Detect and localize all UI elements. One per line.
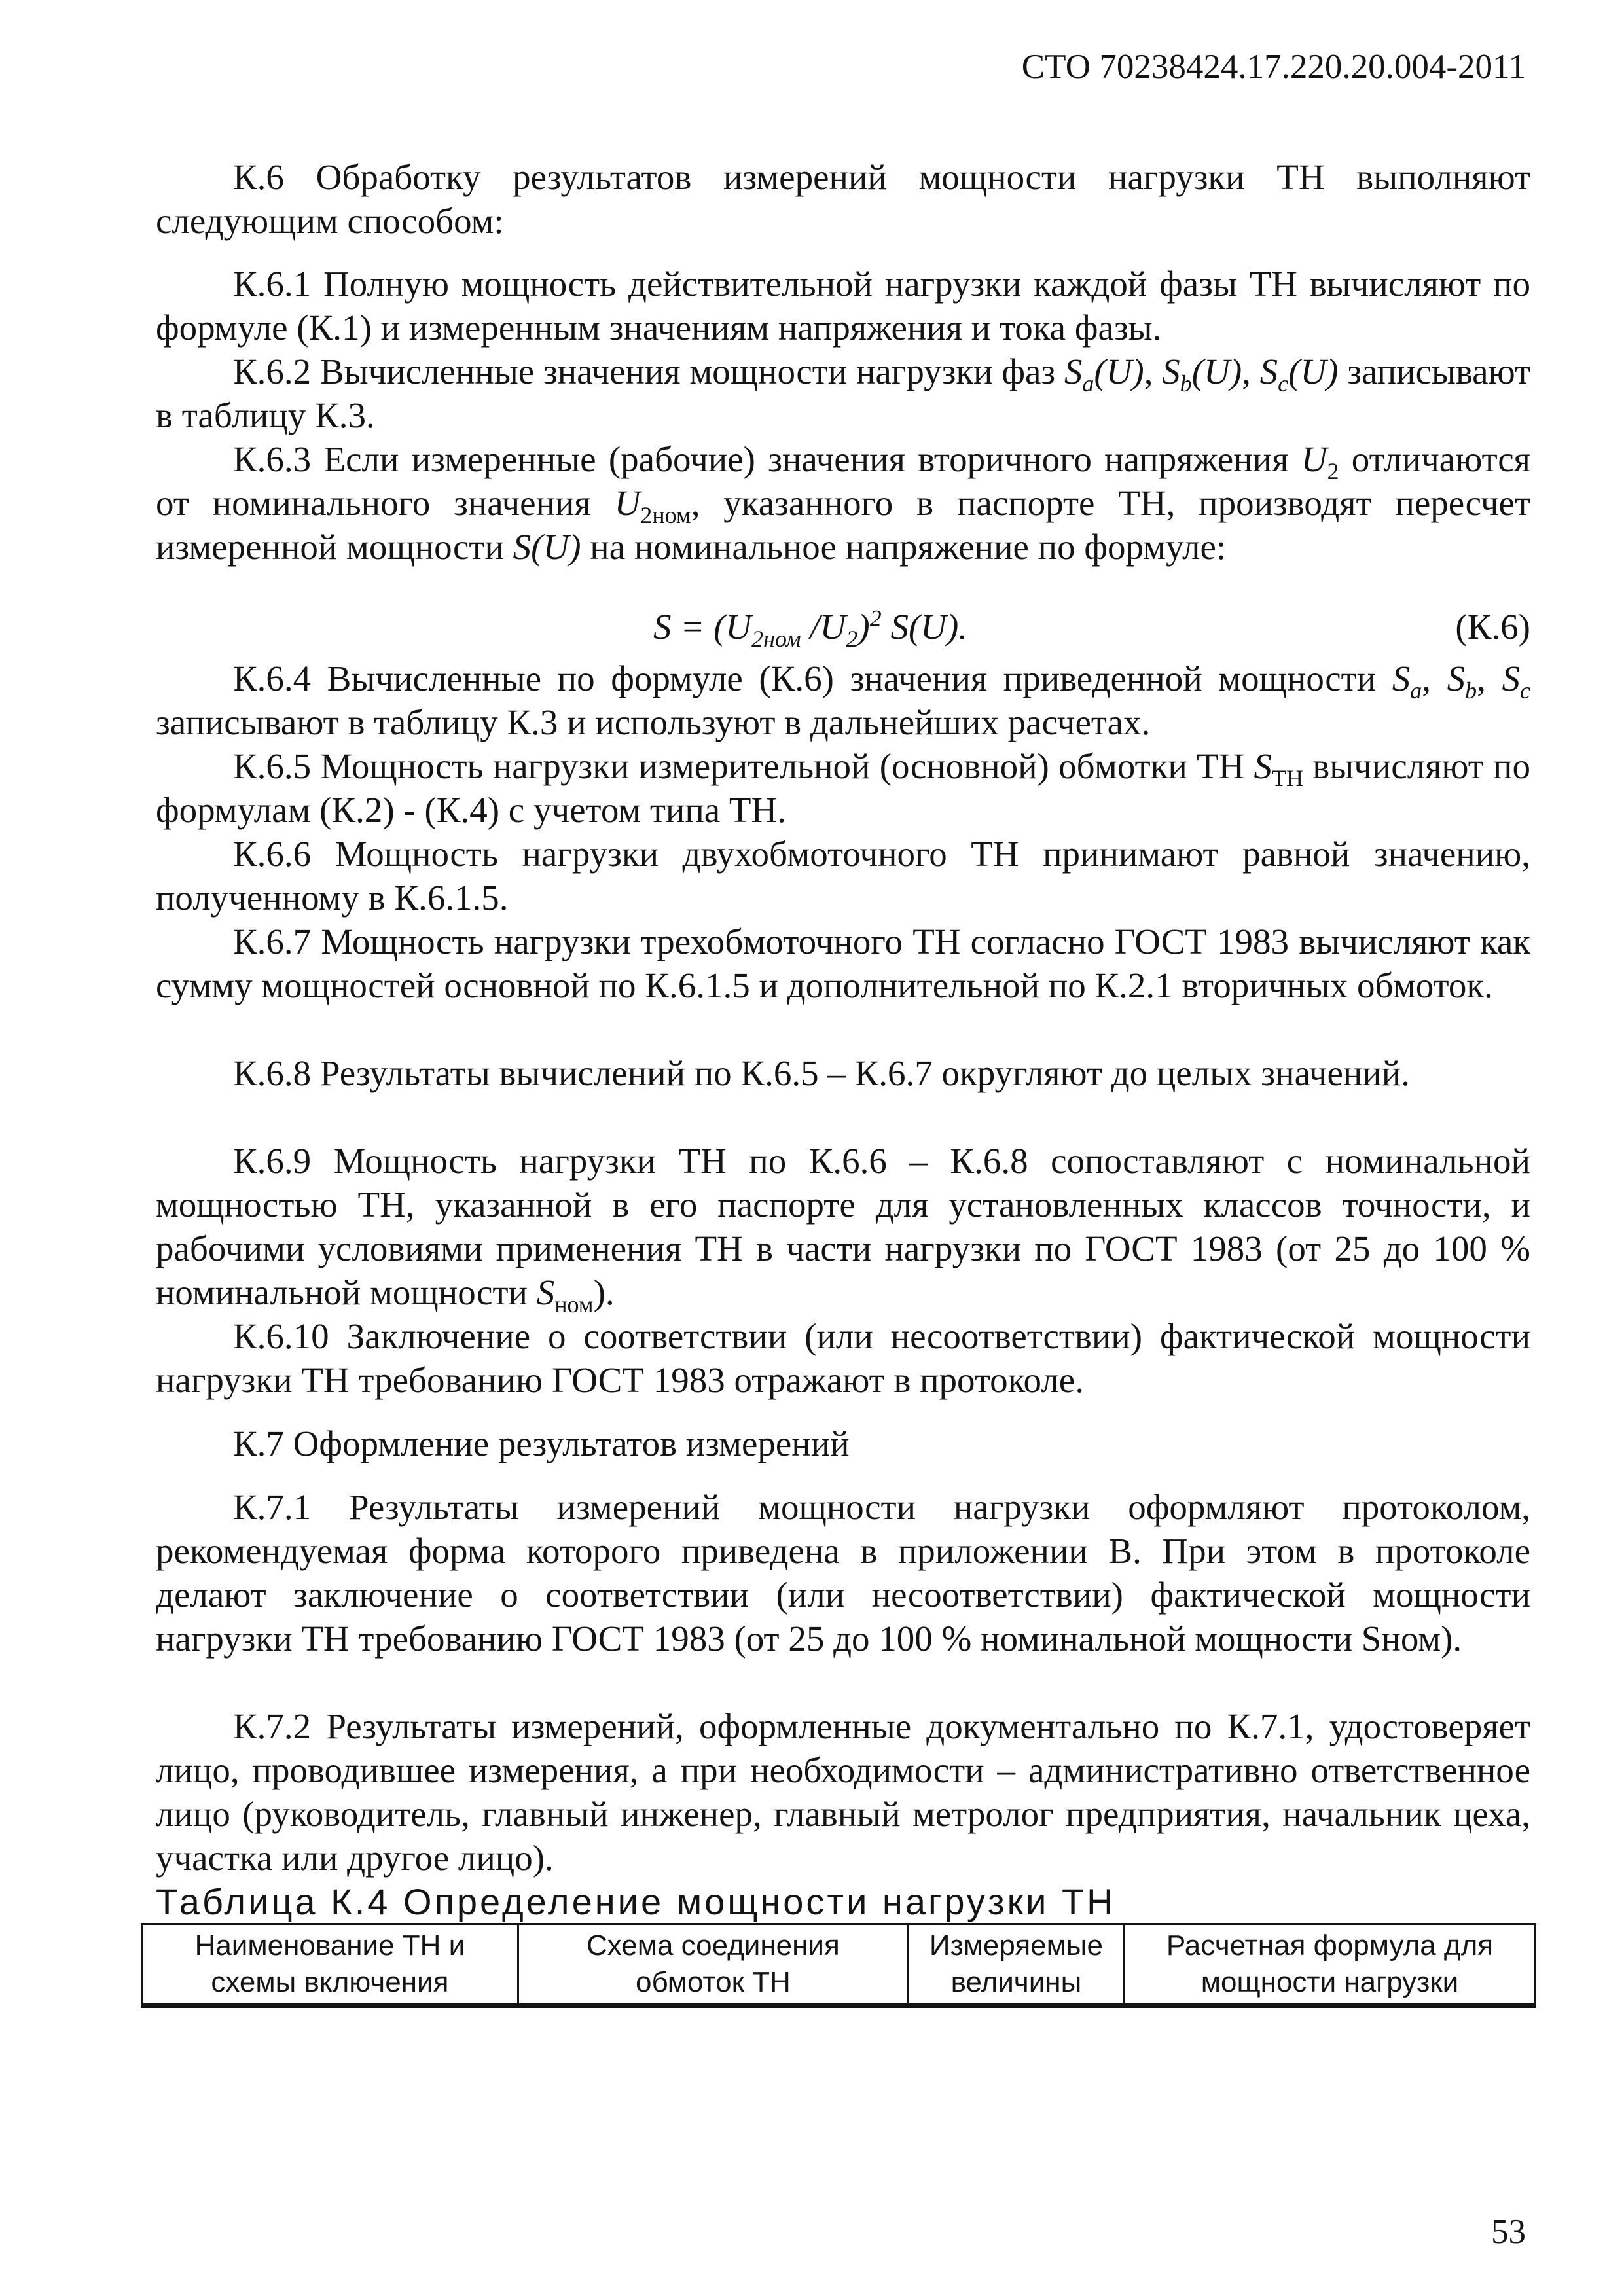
paragraph-k6-1: К.6.1 Полную мощность действительной нагрузки каждой фазы ТН вычисляют по формуле (К.1) и измеренным значениям напряжения и тока фазы. <box>156 264 1530 348</box>
table-header-cell: Схема соединения обмоток ТН <box>518 1924 908 2006</box>
paragraph-k6: К.6 Обработку результатов измерений мощности нагрузки ТН выполняют следующим способом: <box>156 157 1530 241</box>
document-code-header: СТО 70238424.17.220.20.004-2011 <box>1021 48 1526 86</box>
paragraph-k6-9: К.6.9 Мощность нагрузки ТН по К.6.6 – К.6.8 сопоставляют с номинальной мощностью ТН, указанной в его паспорте для установленных классов точности, и рабочими условиями применения ТН в части нагрузки по ГОСТ 1983 (от 25 до 100 % номинальной мощности $S_{ном}$). <box>156 1141 1530 1318</box>
paragraph-k6-3: К.6.3 Если измеренные (рабочие) значения вторичного напряжения $U_2$ отличаются от номинального значения $U_{2ном}$, указанного в паспорте ТН, производят пересчет измеренной мощности S(U) на номинальное напряжение по формуле: <box>156 439 1530 567</box>
paragraph-k6-6: К.6.6 Мощность нагрузки двухобмоточного ТН принимают равной значению, полученному в К.6.1.5. <box>156 834 1530 918</box>
paragraph-k7-2: К.7.2 Результаты измерений, оформленные документально по К.7.1, удостоверяет лицо, проводившее измерения, а при необходимости – административно ответственное лицо (руководитель, главный инженер, главный метролог предприятия, начальник цеха, участка или другое лицо). <box>156 1706 1530 1878</box>
paragraph-k6-5: К.6.5 Мощность нагрузки измерительной (основной) обмотки ТН $S_{ТН}$ вычисляют по формулам (К.2) - (К.4) с учетом типа ТН. <box>156 746 1530 830</box>
table-k4 <box>141 1923 1536 2008</box>
paragraph-k6-4: К.6.4 Вычисленные по формуле (К.6) значения приведенной мощности $S_a$, $S_b$, $S_c$ записывают в таблицу К.3 и используют в дальнейших расчетах. <box>156 658 1531 742</box>
section-heading-k7: К.7 Оформление результатов измерений <box>233 1424 850 1463</box>
page-number: 53 <box>1491 2213 1526 2251</box>
table-header-cell: Расчетная формула для мощности нагрузки <box>1124 1924 1535 2006</box>
table-caption: Таблица К.4 Определение мощности нагрузки ТН <box>156 1881 1116 1922</box>
table-header-row <box>142 1924 1536 2006</box>
formula-k6 <box>156 605 1530 651</box>
table-header-cell: Наименование ТН и схемы включения <box>142 1924 518 2006</box>
formula-expression: $S = (U_{2ном}$ $/U_2)^2$ S(U). <box>653 605 968 652</box>
paragraph-k6-10: К.6.10 Заключение о соответствии (или несоответствии) фактической мощности нагрузки ТН требованию ГОСТ 1983 отражают в протоколе. <box>156 1316 1530 1400</box>
paragraph-k6-2: К.6.2 Вычисленные значения мощности нагрузки фаз $S_a(U)$, $S_b(U)$, $S_c(U)$ записывают в таблицу К.3. <box>156 351 1530 435</box>
paragraph-k7-1: К.7.1 Результаты измерений мощности нагрузки оформляют протоколом, рекомендуемая форма которого приведена в приложении В. При этом в протоколе делают заключение о соответствии (или несоответствии) фактической мощности нагрузки ТН требованию ГОСТ 1983 (от 25 до 100 % номинальной мощности Sном). <box>156 1487 1530 1659</box>
table-header-cell: Измеряемые величины <box>908 1924 1124 2006</box>
paragraph-k6-8: К.6.8 Результаты вычислений по К.6.5 – К.6.7 округляют до целых значений. <box>233 1053 1410 1093</box>
paragraph-k6-7: К.6.7 Мощность нагрузки трехобмоточного ТН согласно ГОСТ 1983 вычисляют как сумму мощностей основной по К.6.1.5 и дополнительной по К.2.1 вторичных обмоток. <box>156 922 1530 1005</box>
formula-number: (К.6) <box>1455 607 1530 647</box>
